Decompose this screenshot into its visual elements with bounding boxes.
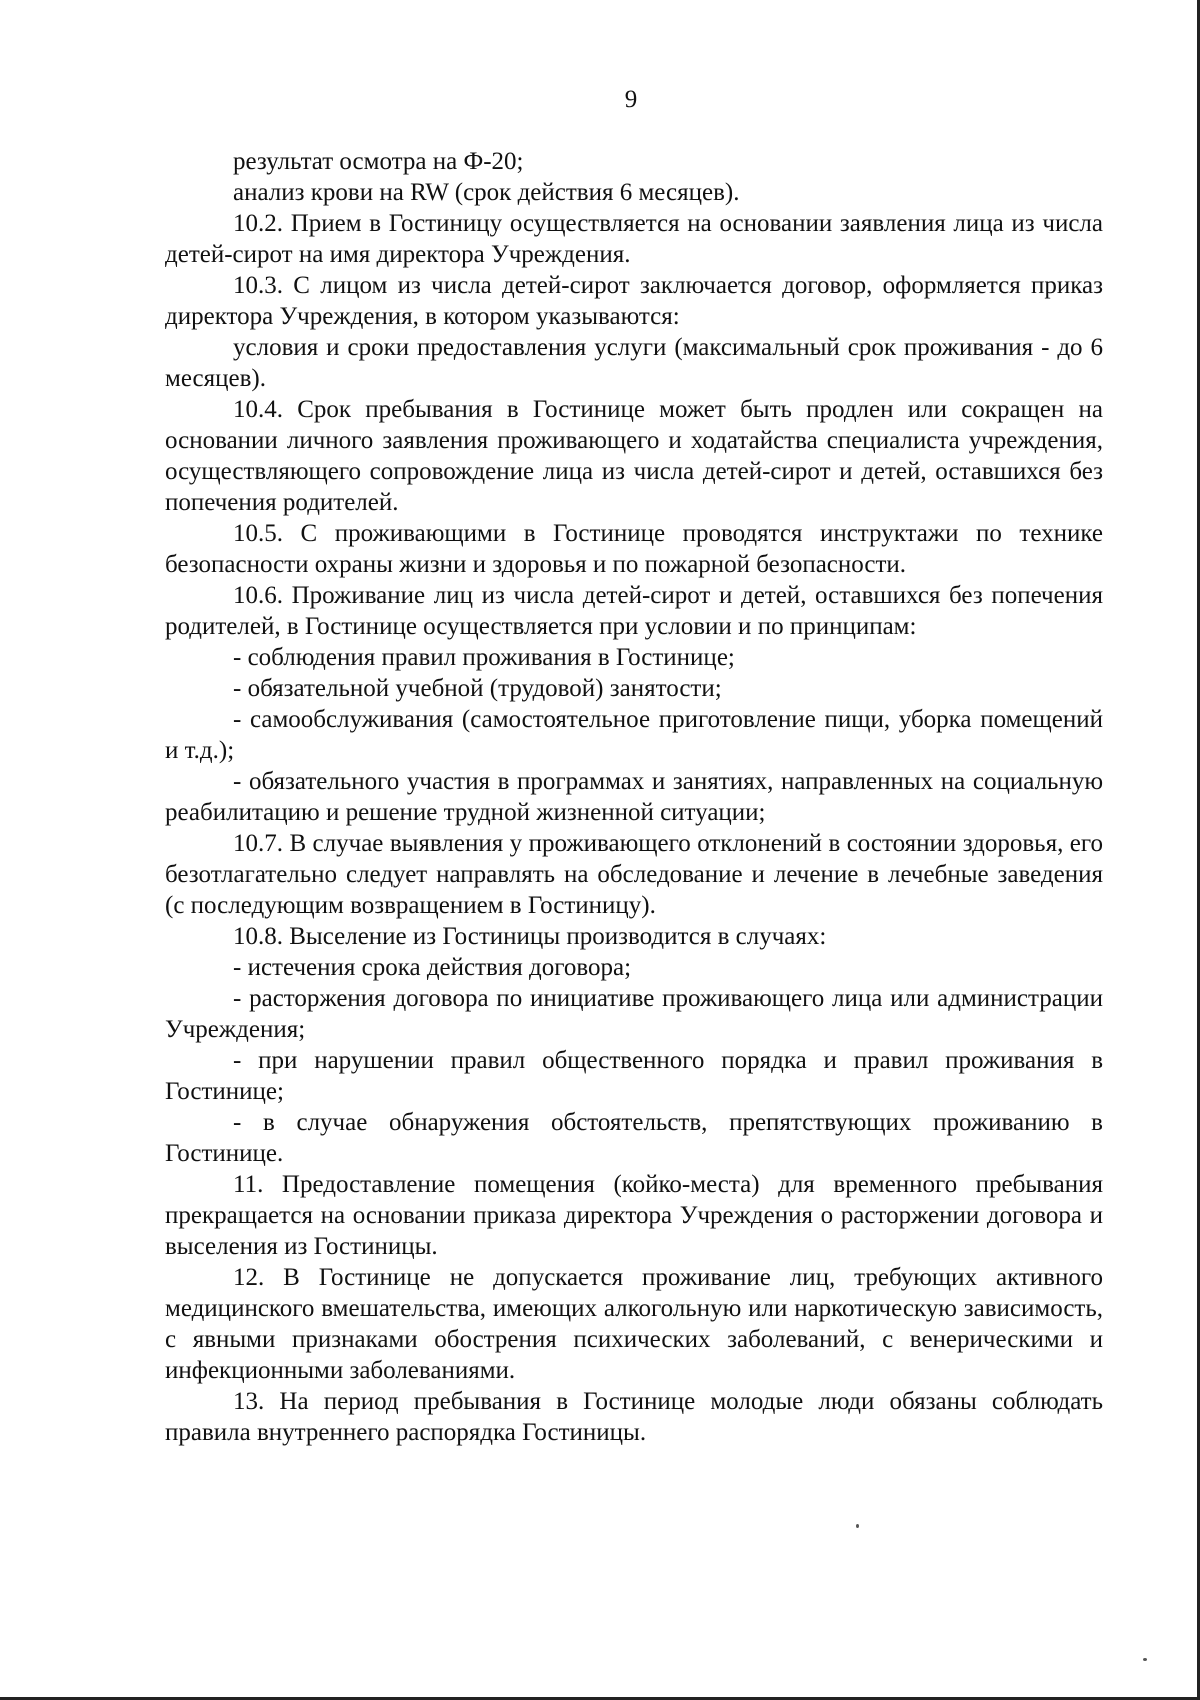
list-item-self-service: - самообслуживания (самостоятельное приготовление пищи, уборка помещений и т.д.); [165, 706, 1103, 764]
paragraph-10-4: 10.4. Срок пребывания в Гостинице может быть продлен или сокращен на основании личного заявления проживающего и ходатайства специалиста учреждения, осуществляющего сопровождение лица из числа детей-сирот и детей, оставшихся без попечения родителей. [165, 396, 1103, 516]
list-item-employment: - обязательной учебной (трудовой) занятости; [233, 675, 722, 702]
paragraph-10-8: 10.8. Выселение из Гостиницы производится в случаях: [233, 923, 827, 950]
list-item-programs: - обязательного участия в программах и занятиях, направленных на социальную реабилитацию и решение трудной жизненной ситуации; [165, 768, 1103, 826]
list-item-order-violation: - при нарушении правил общественного порядка и правил проживания в Гостинице; [165, 1047, 1103, 1105]
paragraph-12: 12. В Гостинице не допускается проживание лиц, требующих активного медицинского вмешательства, имеющих алкогольную или наркотическую зависимость, с явными признаками обострения психических заболеваний, с венерическими и инфекционными заболеваниями. [165, 1264, 1103, 1384]
list-item-contract-termination: - расторжения договора по инициативе проживающего лица или администрации Учреждения; [165, 985, 1103, 1043]
paragraph-13: 13. На период пребывания в Гостинице молодые люди обязаны соблюдать правила внутреннего распорядка Гостиницы. [165, 1388, 1103, 1446]
paragraph-10-2: 10.2. Прием в Гостиницу осуществляется на основании заявления лица из числа детей-сирот на имя директора Учреждения. [165, 210, 1103, 268]
scan-speck [1143, 1658, 1147, 1661]
list-item-contract-expiry: - истечения срока действия договора; [233, 954, 632, 981]
paragraph-service-terms: условия и сроки предоставления услуги (максимальный срок проживания - до 6 месяцев). [165, 334, 1103, 392]
document-body [165, 146, 1103, 1448]
list-item-obstacles: - в случае обнаружения обстоятельств, препятствующих проживанию в Гостинице. [165, 1109, 1103, 1167]
page-number: 9 [624, 86, 638, 113]
scan-speck [856, 1524, 859, 1528]
paragraph-10-6: 10.6. Проживание лиц из числа детей-сирот и детей, оставшихся без попечения родителей, в Гостинице осуществляется при условии и по принципам: [165, 582, 1103, 640]
paragraph-10-7: 10.7. В случае выявления у проживающего отклонений в состоянии здоровья, его безотлагательно следует направлять на обследование и лечение в лечебные заведения (с последующим возвращением в Гостиницу). [165, 830, 1103, 919]
paragraph-10-5: 10.5. С проживающими в Гостинице проводятся инструктажи по технике безопасности охраны жизни и здоровья и по пожарной безопасности. [165, 520, 1103, 578]
paragraph-11: 11. Предоставление помещения (койко-места) для временного пребывания прекращается на основании приказа директора Учреждения о расторжении договора и выселения из Гостиницы. [165, 1171, 1103, 1260]
paragraph-exam-result: результат осмотра на Ф-20; [233, 148, 524, 175]
list-item-rules: - соблюдения правил проживания в Гостинице; [233, 644, 735, 671]
paragraph-blood-test: анализ крови на RW (срок действия 6 месяцев). [233, 179, 740, 206]
paragraph-10-3: 10.3. С лицом из числа детей-сирот заключается договор, оформляется приказ директора Учреждения, в котором указываются: [165, 272, 1103, 330]
